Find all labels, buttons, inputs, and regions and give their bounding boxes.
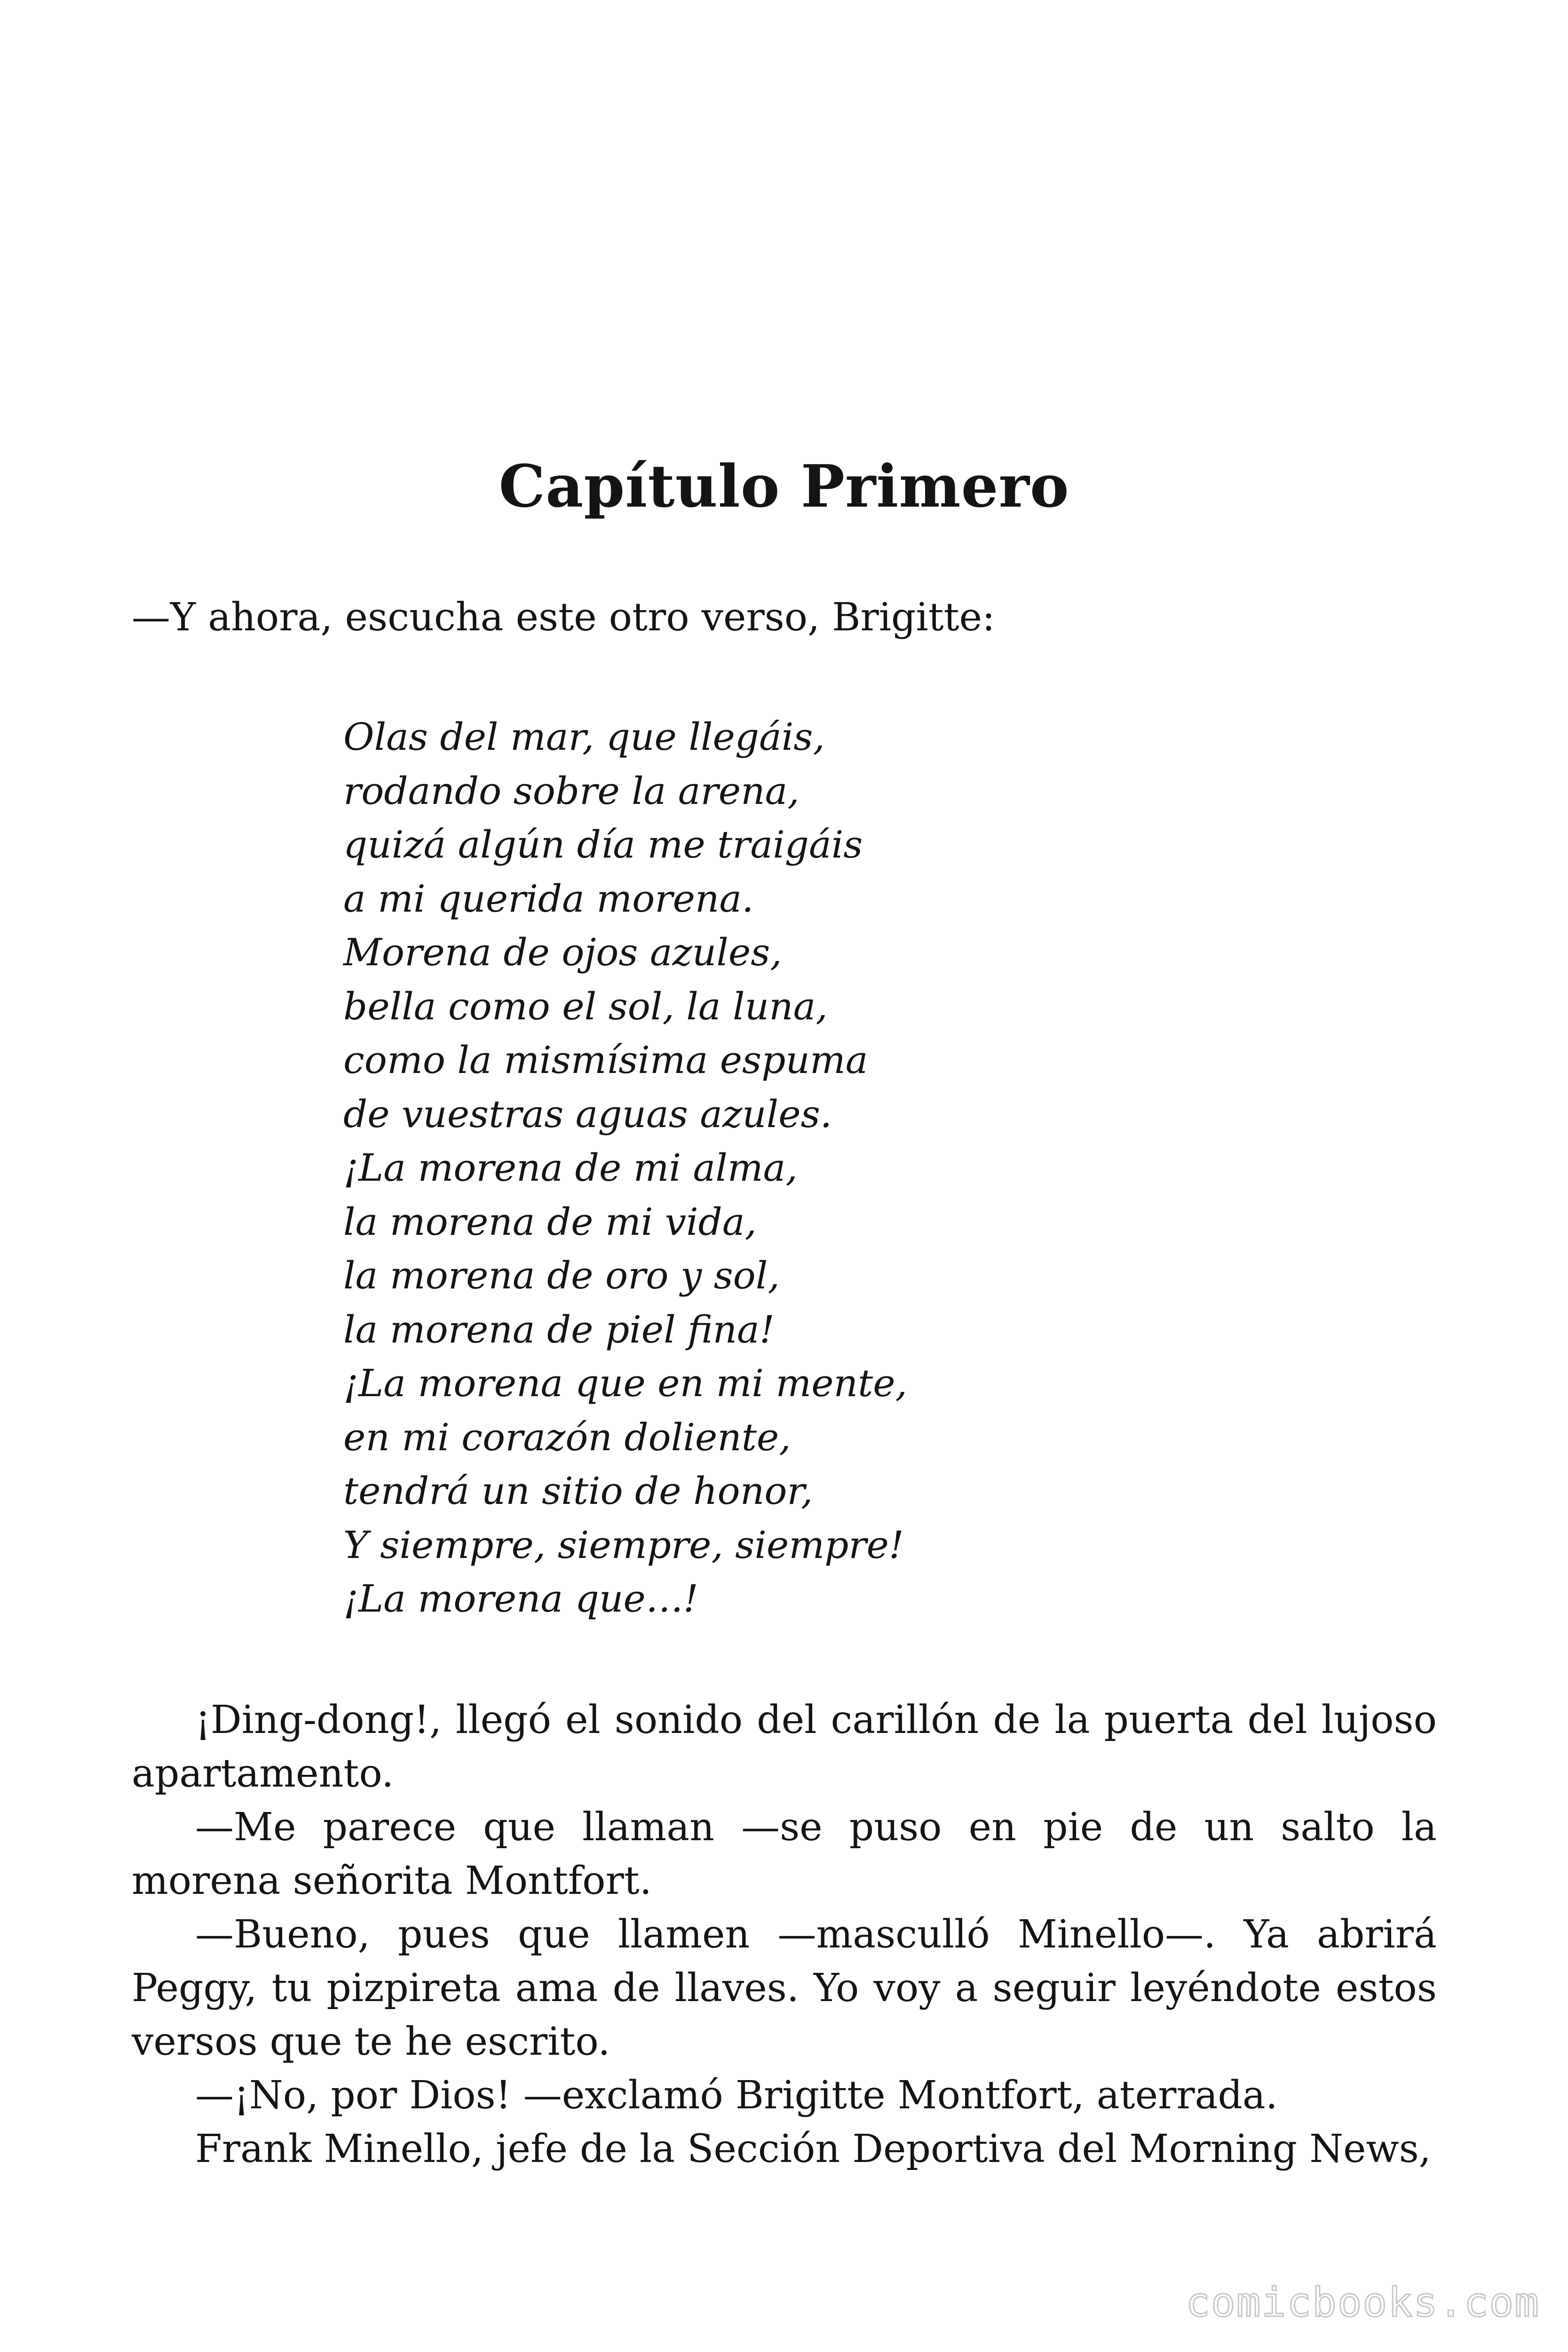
chapter-title: Capítulo Primero [499,453,1069,521]
paragraph: ¡Ding-dong!, llegó el sonido del carillón de la puerta del lujoso apartamento. [132,1698,1437,1796]
paragraph: Frank Minello, jefe de la Sección Deportiva del Morning News, [195,2127,1431,2171]
poem-line: como la mismísima espuma [343,1038,868,1082]
poem-line: Y siempre, siempre, siempre! [343,1523,904,1567]
paragraph: —¡No, por Dios! —exclamó Brigitte Montfort, aterrada. [195,2073,1278,2118]
poem-line: la morena de oro y sol, [343,1254,780,1297]
poem-line: ¡La morena que en mi mente, [343,1361,907,1405]
poem-line: tendrá un sitio de honor, [343,1469,813,1513]
prose-body [132,1693,1437,2176]
poem-line: la morena de piel fina! [343,1307,775,1351]
poem-line: ¡La morena de mi alma, [343,1146,798,1190]
paragraph: —Me parece que llaman —se puso en pie de un salto la morena señorita Montfort. [132,1805,1437,1903]
poem-line: de vuestras aguas azules. [343,1092,832,1136]
poem-line: a mi querida morena. [343,876,754,921]
watermark: comicbooks.com [1186,2279,1540,2326]
poem-block [343,710,907,1626]
paragraph: —Bueno, pues que llamen —masculló Minello—. Ya abrirá Peggy, tu pizpireta ama de llaves. Yo voy a seguir leyéndote estos versos que te he escrito. [132,1912,1437,2064]
poem-line: ¡La morena que…! [343,1577,698,1621]
poem-line: Morena de ojos azules, [343,930,782,974]
poem-line: quizá algún día me traigáis [343,823,863,866]
poem-line: bella como el sol, la luna, [343,984,828,1028]
poem-line: la morena de mi vida, [343,1200,757,1244]
poem-line: rodando sobre la arena, [343,769,800,813]
poem-line: en mi corazón doliente, [343,1415,791,1459]
intro-dialogue-line: —Y ahora, escucha este otro verso, Brigitte: [132,595,995,640]
poem-line: Olas del mar, que llegáis, [343,715,825,759]
